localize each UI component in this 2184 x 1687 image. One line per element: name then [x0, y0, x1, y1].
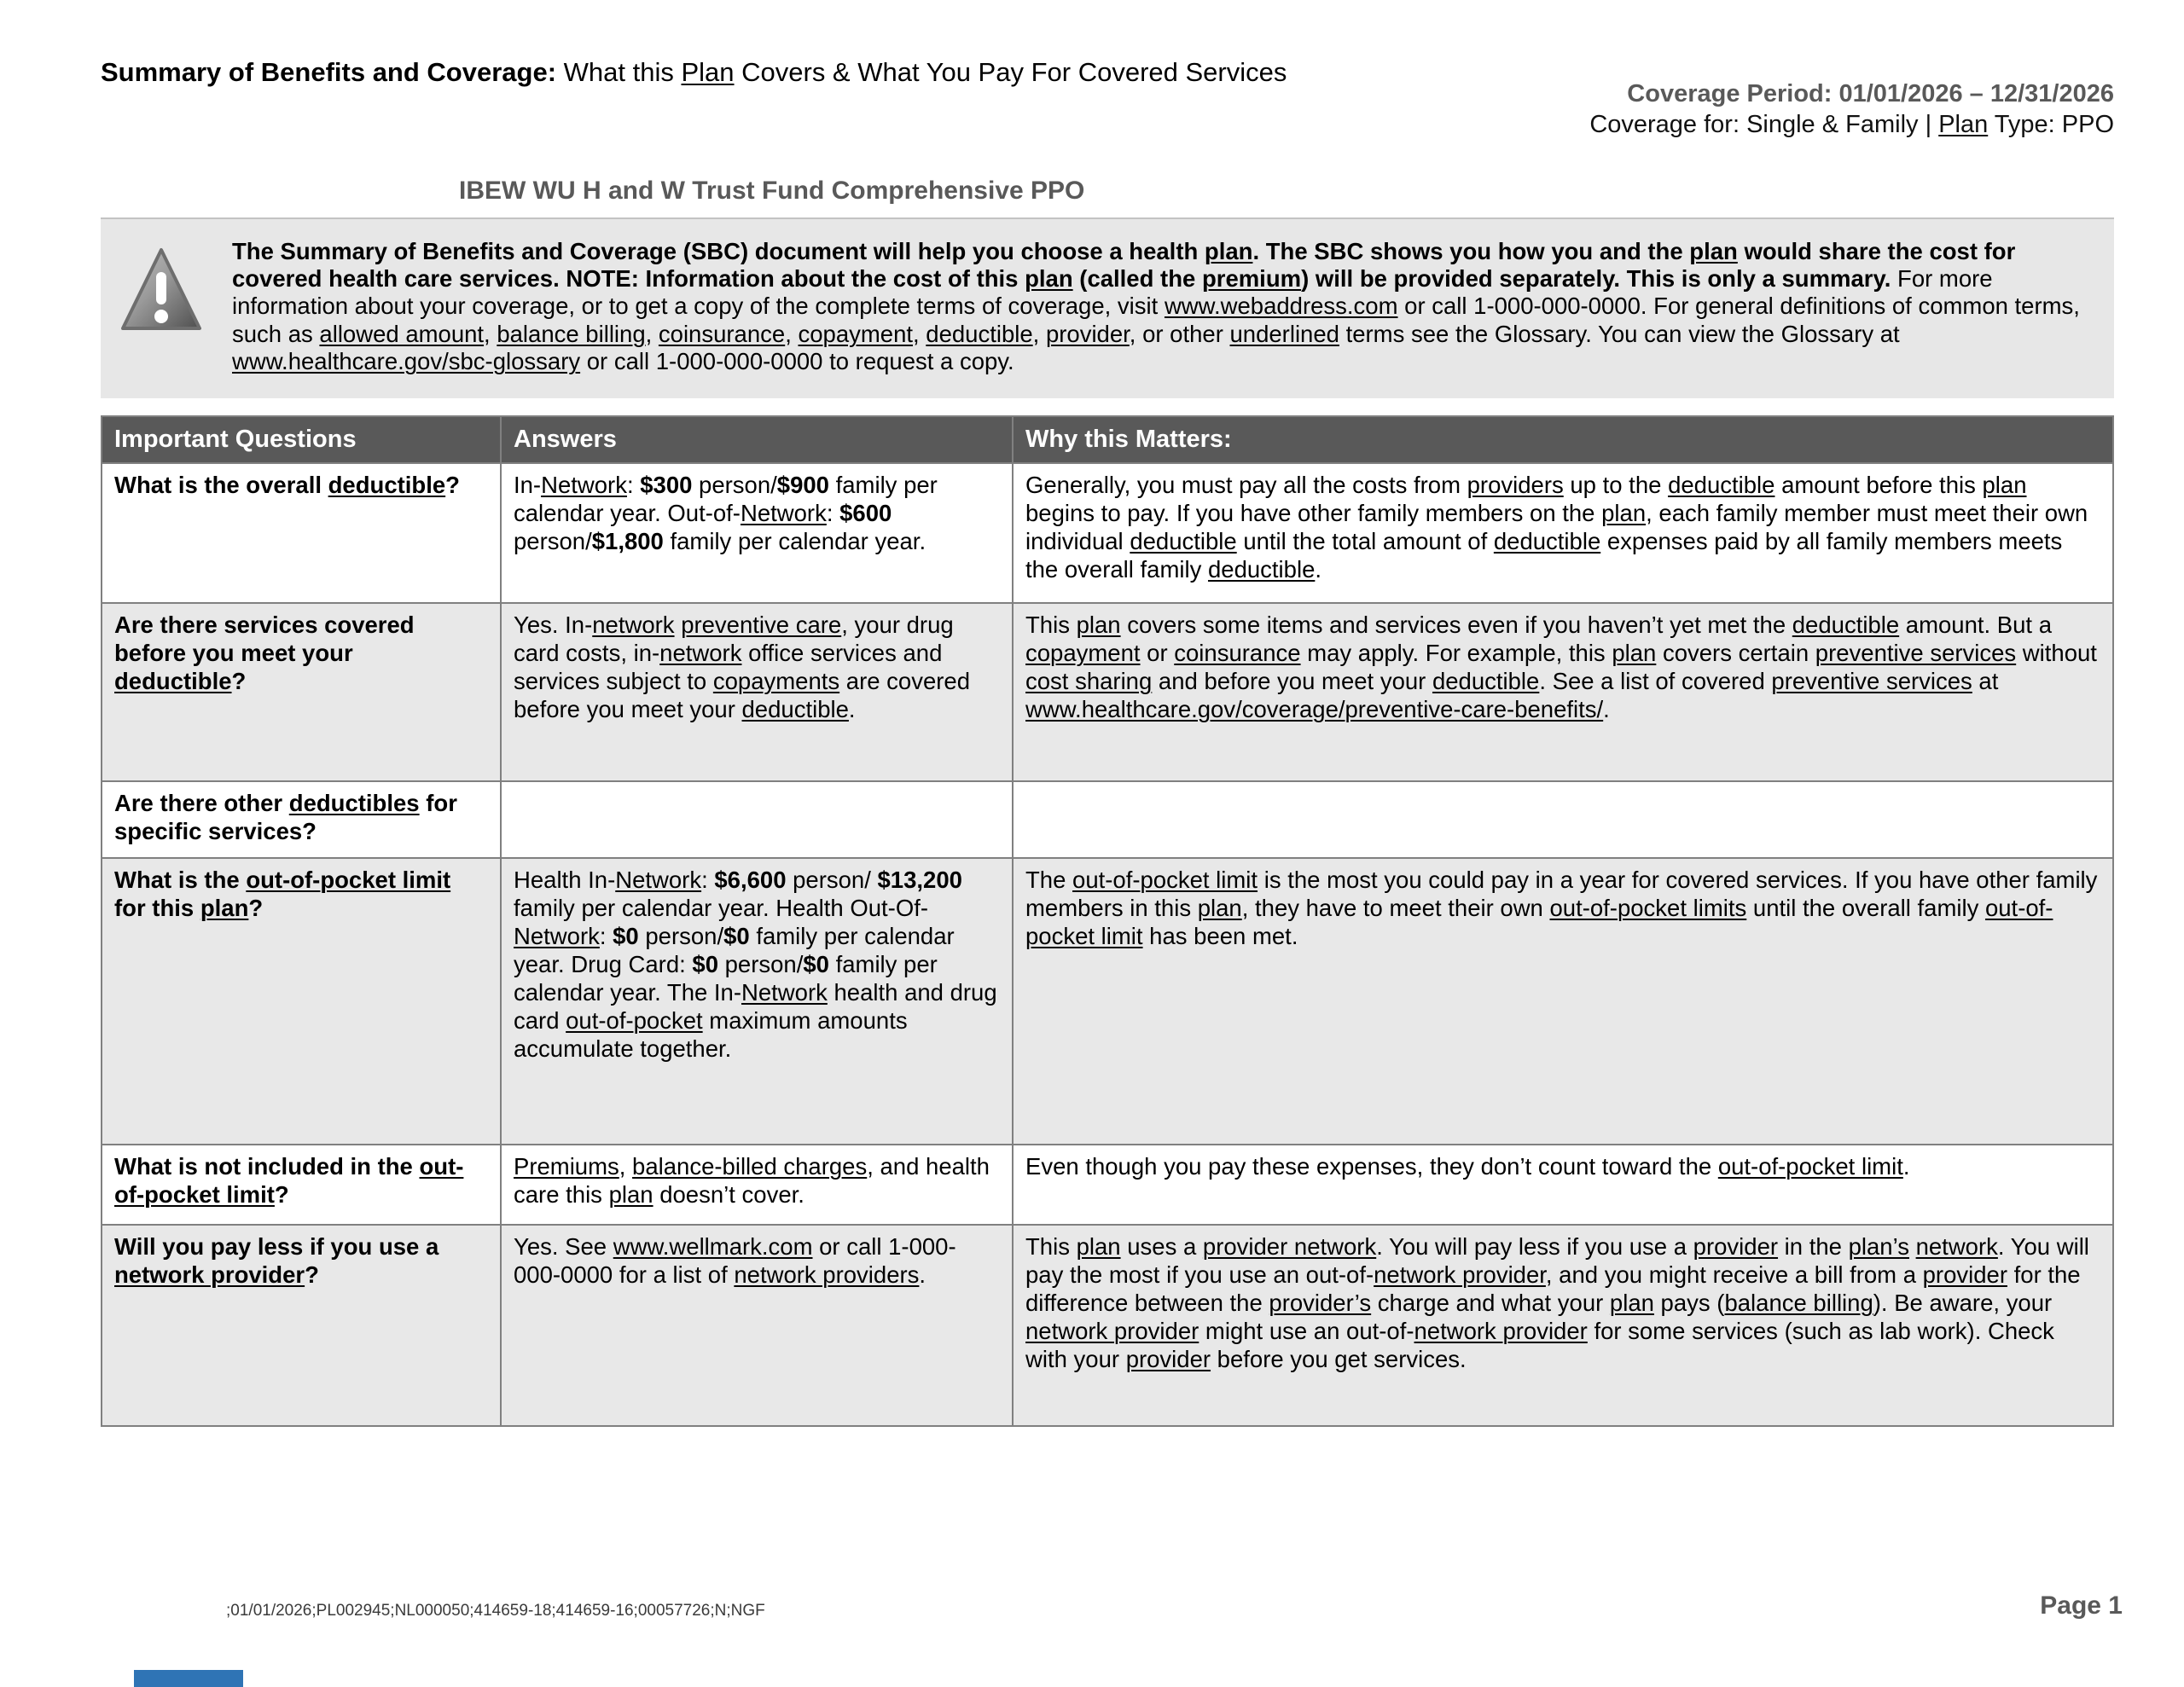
document-title [101, 56, 1287, 88]
table-row [102, 781, 2113, 858]
footer-code: ;01/01/2026;PL002945;NL000050;414659-18;414659-16;00057726;N;NGF [226, 1602, 765, 1620]
answer-cell: Health In-Network: $6,600 person/ $13,200 family per calendar year. Health Out-Of-Network: $0 person/$0 family per calendar year. Drug Card: $0 person/$0 family per calendar year. The In-Network health and drug card out-of-pocket maximum amounts accumulate together. [501, 858, 1013, 1145]
questions-table-body [102, 463, 2113, 1426]
header-important-questions: Important Questions [102, 416, 501, 463]
document-title-bold: Summary of Benefits and Coverage: [101, 57, 557, 87]
coverage-block [1589, 56, 2114, 141]
why-this-matters-cell: The out-of-pocket limit is the most you could pay in a year for covered services. If you have other family members in this plan, they have to meet their own out-of-pocket limits until the overall family out-of-pocket limit has been met. [1013, 858, 2113, 1145]
answer-cell [501, 781, 1013, 858]
answer-cell: Yes. See www.wellmark.com or call 1-000-000-0000 for a list of network providers. [501, 1225, 1013, 1426]
table-row [102, 463, 2113, 603]
question-cell: Are there services covered before you meet your deductible? [102, 603, 501, 781]
intro-paragraph: The Summary of Benefits and Coverage (SBC) document will help you choose a health plan. The SBC shows you how you and the plan would share the cost for covered health care services. NOTE: Information about the cost of this plan (called the premium) will be provided separately. This is only a summary. For more information about your coverage, or to get a copy of the complete terms of coverage, visit www.webaddress.com or call 1-000-000-0000. For general definitions of common terms, such as allowed amount, balance billing, coinsurance, copayment, deductible, provider, or other underlined terms see the Glossary. You can view the Glossary at www.healthcare.gov/sbc-glossary or call 1-000-000-0000 to request a copy. [232, 237, 2080, 375]
why-this-matters-cell: Generally, you must pay all the costs from providers up to the deductible amount before this plan begins to pay. If you have other family members on the plan, each family member must meet their own individual deductible until the total amount of deductible expenses paid by all family members meets the overall family deductible. [1013, 463, 2113, 603]
answer-cell: Premiums, balance-billed charges, and health care this plan doesn’t cover. [501, 1145, 1013, 1225]
coverage-period: Coverage Period: 01/01/2026 – 12/31/2026 [1627, 80, 2114, 107]
question-cell: What is the out-of-pocket limit for this plan? [102, 858, 501, 1145]
why-this-matters-cell: This plan uses a provider network. You will pay less if you use a provider in the plan’s network. You will pay the most if you use an out-of-network provider, and you might receive a bill from a provider for the difference between the provider’s charge and what your plan pays (balance billing). Be aware, your network provider might use an out-of-network provider for some services (such as lab work). Check with your provider before you get services. [1013, 1225, 2113, 1426]
question-cell: Will you pay less if you use a network provider? [102, 1225, 501, 1426]
bottom-blue-bar [134, 1670, 243, 1687]
header-answers: Answers [501, 416, 1013, 463]
table-row [102, 858, 2113, 1145]
table-row [102, 1225, 2113, 1426]
why-this-matters-cell [1013, 781, 2113, 858]
header-why-this-matters: Why this Matters: [1013, 416, 2113, 463]
question-cell: What is the overall deductible? [102, 463, 501, 603]
coverage-for: Coverage for: Single & Family | Plan Type: PPO [1589, 111, 2114, 139]
table-header-row [102, 416, 2113, 463]
important-questions-table [101, 415, 2114, 1427]
question-cell: What is not included in the out-of-pocket limit? [102, 1145, 501, 1225]
intro-box [101, 219, 2114, 398]
table-row [102, 603, 2113, 781]
warning-triangle-icon [114, 238, 208, 376]
question-cell: Are there other deductibles for specific services? [102, 781, 501, 858]
why-this-matters-cell: This plan covers some items and services even if you haven’t yet met the deductible amount. But a copayment or coinsurance may apply. For example, this plan covers certain preventive services without cost sharing and before you meet your deductible. See a list of covered preventive services at www.healthcare.gov/coverage/preventive-care-benefits/. [1013, 603, 2113, 781]
answer-cell: In-Network: $300 person/$900 family per calendar year. Out-of-Network: $600 person/$1,800 family per calendar year. [501, 463, 1013, 603]
page-footer [0, 1591, 2184, 1620]
table-row [102, 1145, 2113, 1225]
answer-cell: Yes. In-network preventive care, your drug card costs, in-network office services and services subject to copayments are covered before you meet your deductible. [501, 603, 1013, 781]
page-number: Page 1 [2040, 1591, 2123, 1620]
plan-name: IBEW WU H and W Trust Fund Comprehensive PPO [459, 176, 1085, 205]
why-this-matters-cell: Even though you pay these expenses, they don’t count toward the out-of-pocket limit. [1013, 1145, 2113, 1225]
document-header [101, 0, 2114, 141]
document-title-rest: What this Plan Covers & What You Pay For Covered Services [556, 57, 1287, 87]
